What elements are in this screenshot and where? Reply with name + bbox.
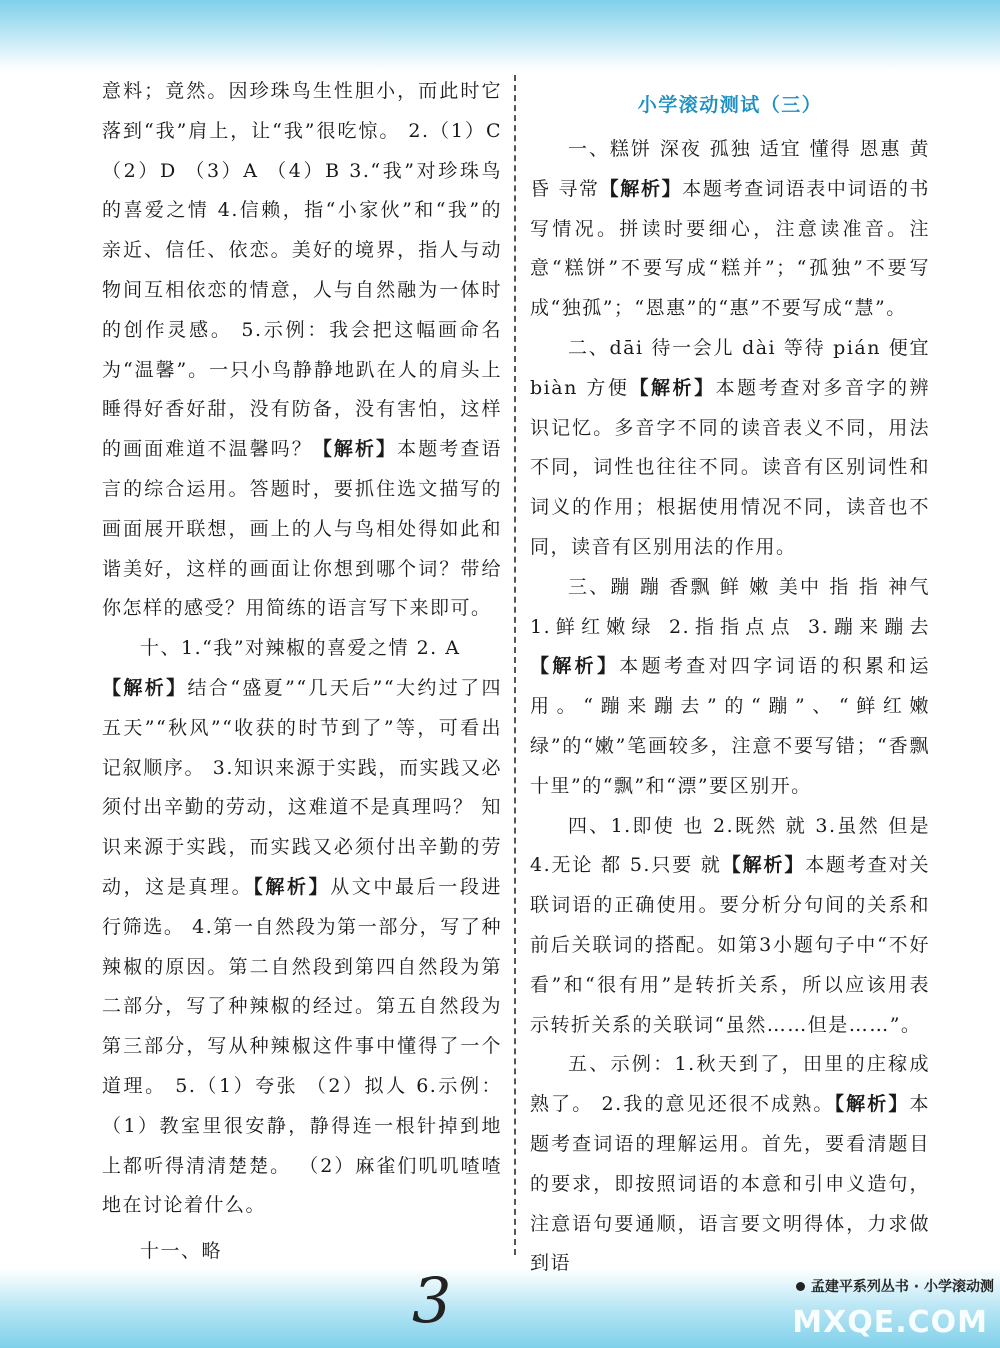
answer-section-4: 四、1.即使 也 2.既然 就 3.虽然 但是 4.无论 都 5.只要 就【解析】本题考查对关联词语的正确使用。要分析分句间的关系和前后关联词的搭配。如第3小题句子中“不好看”和“很有用”是转折关系，所以应该用表示转折关系的关联词“虽然……但是……”。 (530, 814, 930, 1036)
answer-section-11: 十一、略 (140, 1240, 223, 1263)
bullet-icon (796, 1282, 805, 1291)
site-watermark: MXQE.COM (792, 1305, 988, 1340)
analysis-tag: 【解析】 (599, 177, 683, 200)
analysis-tag: 【解析】 (102, 676, 188, 699)
answer-section-10: 十、1.“我”对辣椒的喜爱之情 2. A 【解析】结合“盛夏”“几天后”“大约过了四五天”“秋风”“收获的时节到了”等，可看出记叙顺序。 3.知识来源于实践，而实践又必须付出辛勤的劳动，这难道不是真理吗？ 知识来源于实践，而实践又必须付出辛勤的劳动，这是真理。【解析】从文中最后一段进行筛选。 4.第一自然段为第一部分，写了种辣椒的原因。第二自然段到第四自然段为第二部分，写了种辣椒的经过。第五自然段为第三部分，写从种辣椒这件事中懂得了一个道理。 5.（1）夸张 （2）拟人 6.示例：（1）教室里很安静，静得连一根针掉到地上都听得清清楚楚。 （2）麻雀们叽叽喳喳地在讨论着什么。 (102, 637, 502, 1217)
analysis-tag: 【解析】 (834, 1093, 910, 1116)
answer-paragraph-1: 意料；竟然。因珍珠鸟生性胆小，而此时它落到“我”肩上，让“我”很吃惊。 2.（1）C （2）D （3）A （4）B 3.“我”对珍珠鸟的喜爱之情 4.信赖，指“小家伙”和“我”的亲近、信任、依恋。美好的境界，指人与动物间互相依恋的情意，人与自然融为一体时的创作灵感。 5.示例：我会把这幅画命名为“温馨”。一只小鸟静静地趴在人的肩头上睡得好香好甜，没有防备，没有害怕，这样的画面难道不温馨吗？【解析】本题考查语言的综合运用。答题时，要抓住选文描写的画面展开联想，画上的人与鸟相处得如此和谐美好，这样的画面让你想到哪个词？带给你怎样的感受？用简练的语言写下来即可。 (102, 80, 502, 620)
column-divider (514, 75, 516, 1255)
analysis-tag: 【解析】 (530, 655, 620, 678)
analysis-tag: 【解析】 (253, 875, 331, 898)
analysis-tag: 【解析】 (312, 438, 398, 461)
handwritten-page-number: 3 (412, 1264, 452, 1337)
answer-section-1: 一、糕饼 深夜 孤独 适宜 懂得 恩惠 黄昏 寻常【解析】本题考查词语表中词语的书写情况。拼读时要细心，注意读准音。注意“糕饼”不要写成“糕并”；“孤独”不要写成“独孤”；“恩惠”的“惠”不要写成“慧”。 (530, 138, 930, 320)
series-footer: 孟建平系列丛书 · 小学滚动测 (796, 1276, 994, 1296)
top-decorative-band (0, 0, 1000, 72)
left-column (102, 72, 502, 1263)
answer-section-3: 三、蹦 蹦 香飘 鲜 嫩 美中 指 指 神气 1.鲜红嫩绿 2.指指点点 3.蹦来蹦去【解析】本题考查对四字词语的积累和运用。“蹦来蹦去”的“蹦”、“鲜红嫩绿”的“嫩”笔画较多，注意不要写错；“香飘十里”的“飘”和“漂”要区别开。 (530, 575, 930, 797)
answer-section-5: 五、示例：1.秋天到了，田里的庄稼成熟了。 2.我的意见还很不成熟。【解析】本题考查词语的理解运用。首先，要看清题目的要求，即按照词语的本意和引申义造句，注意语句要通顺，语言要文明得体，力求做到语 (530, 1053, 930, 1275)
section-title: 小学滚动测试（三） (637, 94, 823, 116)
right-column (530, 72, 930, 1275)
analysis-tag: 【解析】 (629, 376, 716, 399)
answer-section-2: 二、dāi 待一会儿 dài 等待 pián 便宜 biàn 方便【解析】本题考查对多音字的辨识记忆。多音字不同的读音表义不同，用法不同，词性也往往不同。读音有区别词性和词义的作用；根据使用情况不同，读音也不同，读音有区别用法的作用。 (530, 336, 930, 558)
analysis-tag: 【解析】 (721, 854, 806, 877)
